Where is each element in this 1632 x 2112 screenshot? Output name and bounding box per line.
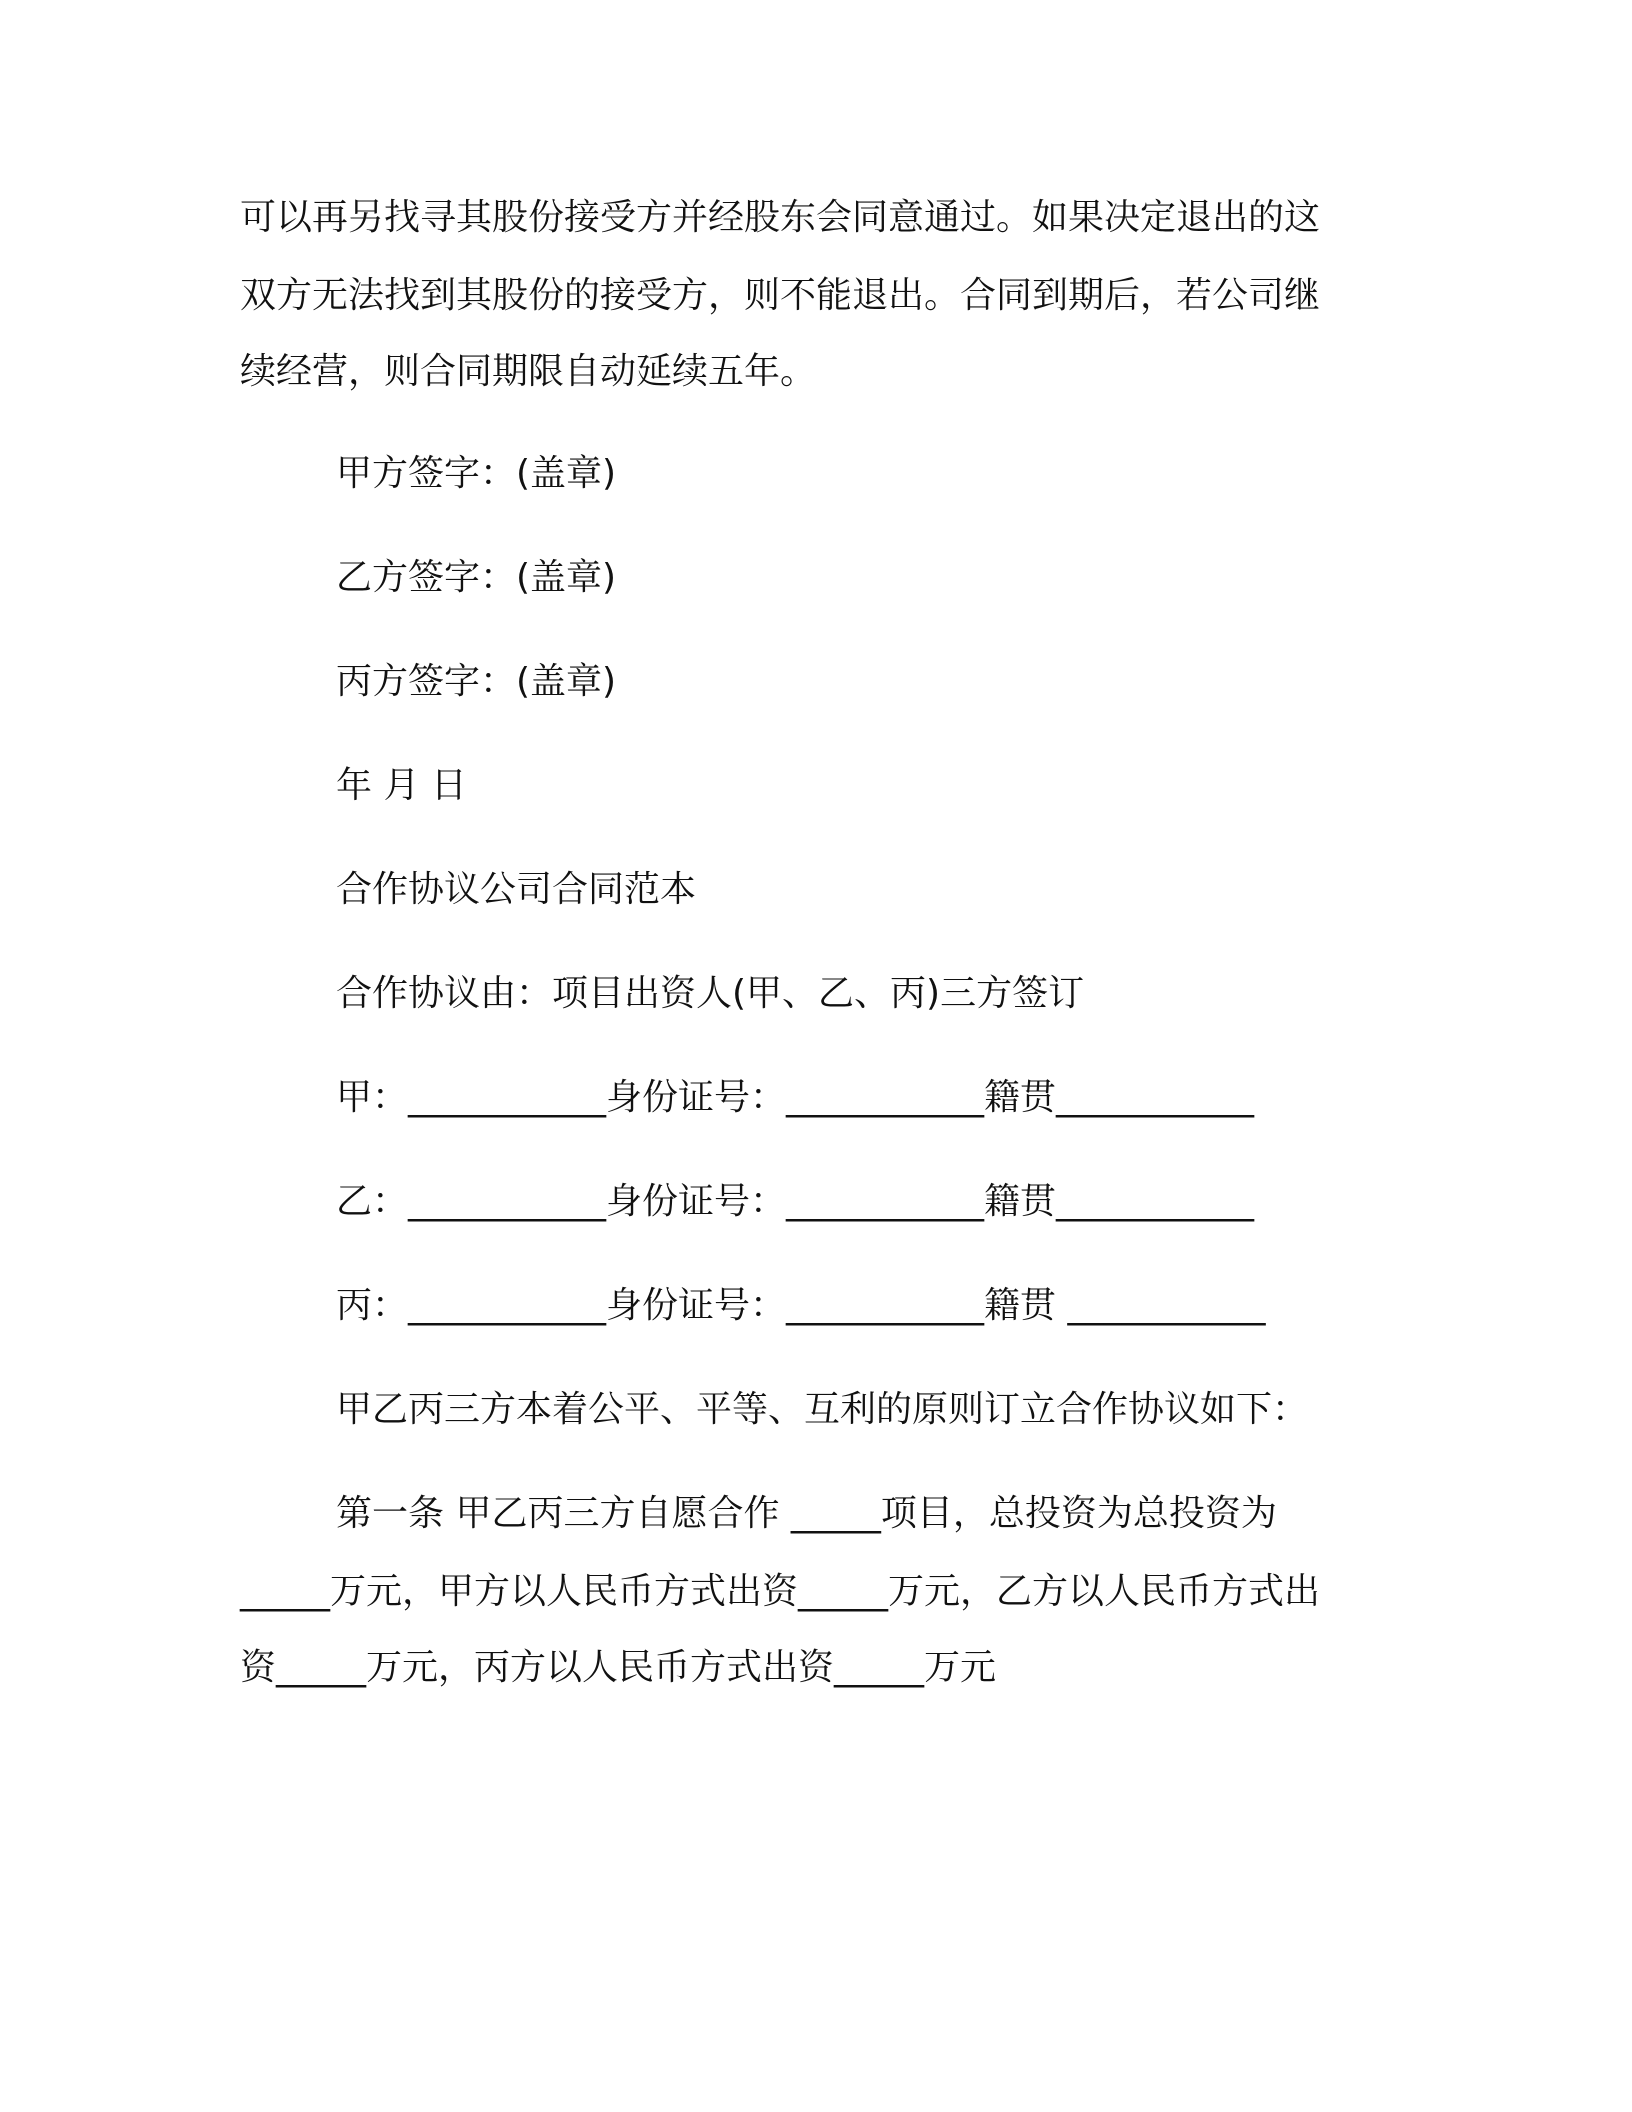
signature-party-c: 丙方签字：(盖章) xyxy=(336,661,617,702)
party-b-info-line: 乙：___________身份证号：___________籍贯___________ xyxy=(336,1181,1255,1222)
contract-title: 合作协议公司合同范本 xyxy=(336,869,697,910)
article-1-line-2: _____万元，甲方以人民币方式出资_____万元，乙方以人民币方式出 xyxy=(240,1571,1321,1612)
date-line: 年 月 日 xyxy=(336,765,467,806)
signature-party-a: 甲方签字：(盖章) xyxy=(336,453,617,494)
paragraph-line-1: 可以再另找寻其股份接受方并经股东会同意通过。如果决定退出的这 xyxy=(240,197,1321,238)
party-c-info-line: 丙：___________身份证号：___________籍贯 ___________ xyxy=(336,1285,1266,1326)
article-1-line-1: 第一条 甲乙丙三方自愿合作 _____项目，总投资为总投资为 xyxy=(336,1493,1277,1534)
party-a-info-line: 甲：___________身份证号：___________籍贯___________ xyxy=(336,1077,1255,1118)
principle-line: 甲乙丙三方本着公平、平等、互利的原则订立合作协议如下： xyxy=(336,1389,1309,1430)
paragraph-line-2: 双方无法找到其股份的接受方，则不能退出。合同到期后，若公司继 xyxy=(240,275,1321,316)
paragraph-line-3: 续经营，则合同期限自动延续五年。 xyxy=(240,351,817,392)
contract-intro: 合作协议由：项目出资人(甲、乙、丙)三方签订 xyxy=(336,973,1085,1014)
article-1-line-3: 资_____万元，丙方以人民币方式出资_____万元 xyxy=(240,1647,997,1688)
signature-party-b: 乙方签字：(盖章) xyxy=(336,557,617,598)
